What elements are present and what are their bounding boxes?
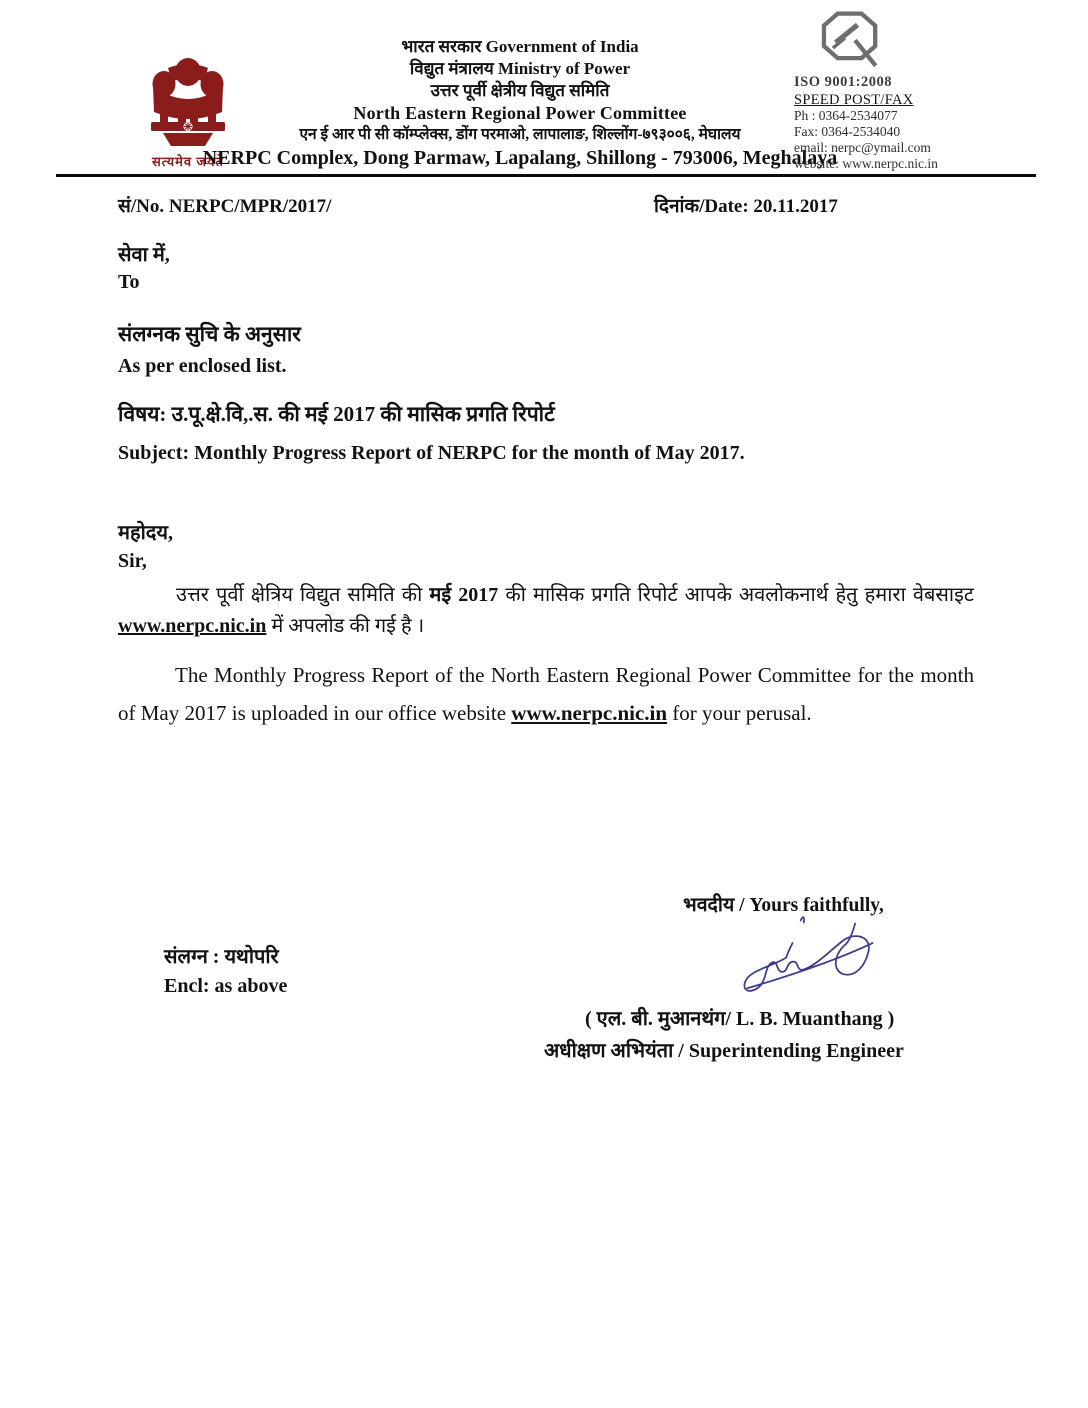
subject-en-suffix: .	[739, 442, 745, 464]
signature-icon	[698, 910, 888, 1008]
body-paragraph-english	[118, 656, 974, 732]
addressee-hindi: संलग्नक सुचि के अनुसार	[118, 322, 301, 346]
emblem-caption: सत्यमेव जयते	[152, 154, 224, 169]
signature	[698, 910, 888, 1008]
org-line-ministry: विद्युत मंत्रालय Ministry of Power	[409, 59, 631, 78]
org-line-govt: भारत सरकार Government of India	[401, 37, 639, 56]
subject-line-hindi	[118, 400, 555, 428]
subject-hi-prefix: विषय: उ.पू.क्षे.वि,.स. की	[118, 402, 306, 426]
para-hi-part3: में अपलोड की गई है ।	[266, 615, 425, 637]
org-line-address-en: NERPC Complex, Dong Parmaw, Lapalang, Shillong - 793006, Meghalaya	[202, 146, 838, 169]
para-hi-month: मई 2017	[429, 584, 499, 606]
body-paragraph-hindi	[118, 580, 974, 642]
website-link-english: www.nerpc.nic.in	[511, 701, 668, 725]
enclosure-english: Encl: as above	[164, 975, 288, 997]
org-line-committee-en: North Eastern Regional Power Committee	[353, 103, 687, 123]
subject-en-month: May 2017	[655, 442, 740, 464]
org-line-address-hi: एन ई आर पी सी कॉम्प्लेक्स, डोंग परमाओ, लापालाङ, शिल्लोंग-७९३००६, मेघालय	[299, 126, 741, 143]
subject-en-prefix: Subject: Monthly Progress Report of NERPC for the month of	[118, 442, 656, 464]
greeting-hindi: महोदय,	[118, 522, 173, 544]
addressee-english: As per enclosed list.	[118, 355, 287, 377]
salutation-hindi: सेवा में,	[118, 244, 170, 266]
iso-certification-label: ISO 9001:2008	[794, 74, 892, 90]
subject-line-english	[118, 442, 745, 465]
email-address: email: nerpc@ymail.com	[794, 139, 931, 155]
speed-post-label: SPEED POST/FAX	[794, 91, 914, 108]
subject-hi-month: मई 2017	[305, 402, 376, 426]
signer-name: ( एल. बी. मुआनथंग/ L. B. Muanthang )	[585, 1008, 895, 1030]
subject-hi-suffix: की मासिक प्रगति रिपोर्ट	[375, 402, 555, 426]
iso-9001-icon	[812, 10, 894, 72]
valediction: भवदीय / Yours faithfully,	[683, 895, 884, 916]
fax-number: Fax: 0364-2534040	[794, 123, 901, 139]
letter-date: दिनांक/Date: 20.11.2017	[654, 196, 838, 217]
signer-designation: अधीक्षण अभियंता / Superintending Engineer	[544, 1040, 904, 1062]
salutation-english: To	[118, 271, 140, 293]
letterhead-contact-block	[794, 10, 1064, 171]
website-link-hindi: www.nerpc.nic.in	[118, 615, 267, 637]
para-hi-part2: की मासिक प्रगति रिपोर्ट आपके अवलोकनार्थ हेतु हमारा वेबसाइट	[498, 584, 974, 606]
para-hi-part1: उत्तर पूर्वी क्षेत्रिय विद्युत समिति की	[176, 584, 430, 606]
letter-number: सं/No. NERPC/MPR/2017/	[118, 196, 332, 217]
greeting-english: Sir,	[118, 550, 147, 572]
enclosure-hindi: संलग्न : यथोपरि	[164, 946, 279, 968]
org-line-committee-hi: उत्तर पूर्वी क्षेत्रीय विद्युत समिति	[430, 81, 610, 100]
para-en-part2: for your perusal.	[667, 701, 812, 725]
phone-number: Ph : 0364-2534077	[794, 107, 898, 123]
para-en-part1: The Monthly Progress Report of the North Eastern Regional Power Committee for the month of May 2017 is uploaded in our office website	[118, 663, 974, 725]
header-divider-rule	[56, 174, 1036, 177]
website-address: website: www.nerpc.nic.in	[794, 155, 938, 171]
